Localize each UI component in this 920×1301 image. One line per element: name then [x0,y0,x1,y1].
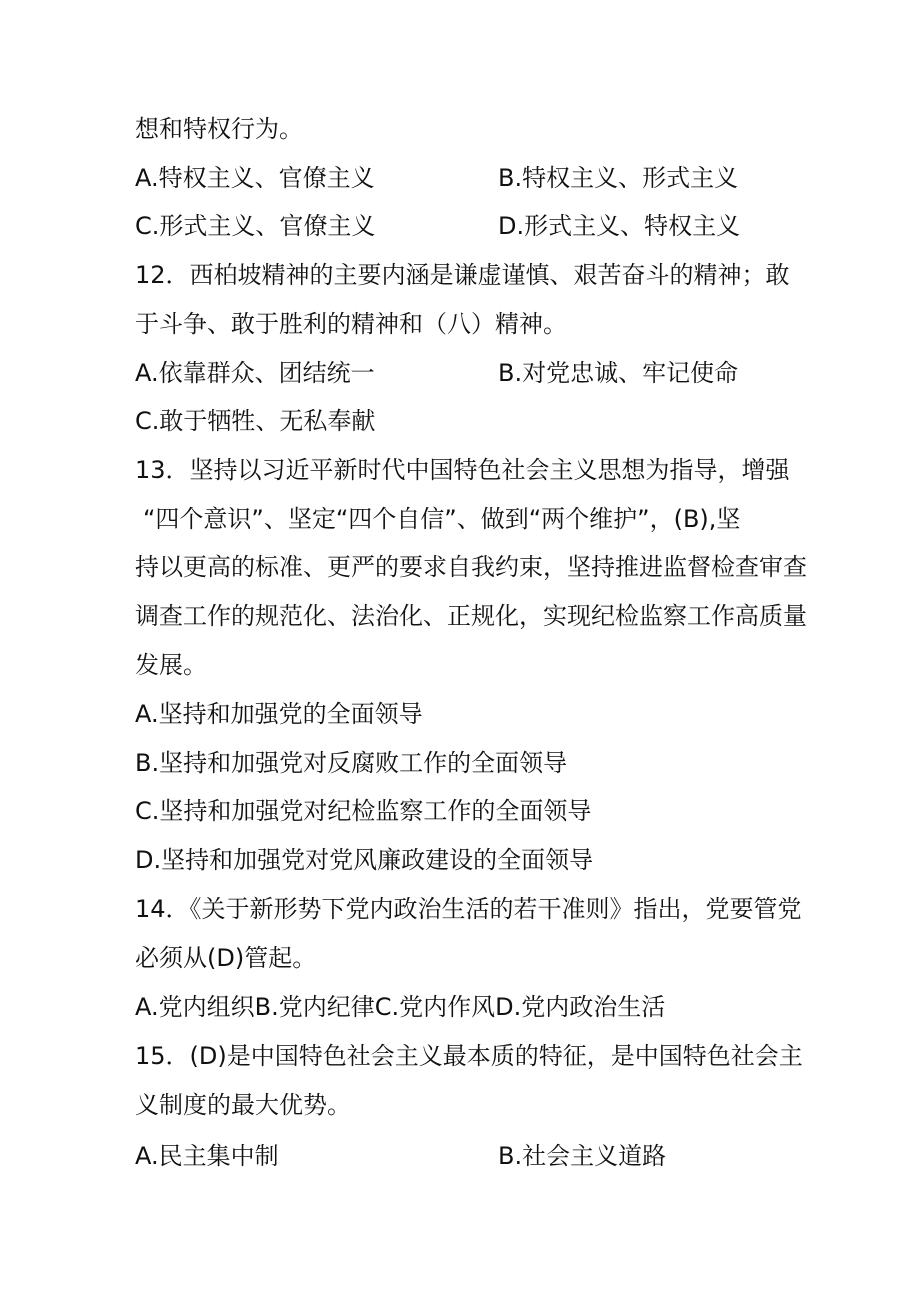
q12-option-b: B.对党忠诚、牢记使命 [498,359,739,387]
q15-option-a: A.民主集中制 [135,1142,279,1170]
q11-option-d: D.形式主义、特权主义 [498,212,741,240]
q13-line-4: 调查工作的规范化、法治化、正规化，实现纪检监察工作高质量 [135,602,807,630]
q13-line-3: 持以更高的标准、更严的要求自我约束，坚持推进监督检查审查 [135,553,807,581]
q11-option-a: A.特权主义、官僚主义 [135,164,375,192]
q13-option-c: C.坚持和加强党对纪检监察工作的全面领导 [135,797,592,825]
q12-option-c: C.敢于牺牲、无私奉献 [135,407,376,435]
q14-line-1: 14．《关于新形势下党内政治生活的若干准则》指出，党要管党 [135,895,802,923]
q15-line-1: 15．(D)是中国特色社会主义最本质的特征，是中国特色社会主 [135,1042,803,1070]
q13-line-1: 13．坚持以习近平新时代中国特色社会主义思想为指导，增强 [135,456,790,484]
q12-line-1: 12．西柏坡精神的主要内涵是谦虚谨慎、艰苦奋斗的精神；敢 [135,261,790,289]
q14-line-2: 必须从(D)管起。 [135,944,317,972]
q13-line-5: 发展。 [135,651,207,679]
q11-option-c: C.形式主义、官僚主义 [135,212,376,240]
q12-line-2: 于斗争、敢于胜利的精神和（八）精神。 [135,310,567,338]
q12-option-a: A.依靠群众、团结统一 [135,359,375,387]
q11-option-b: B.特权主义、形式主义 [498,164,739,192]
q11-tail: 想和特权行为。 [135,115,303,143]
q13-option-a: A.坚持和加强党的全面领导 [135,700,423,728]
q13-option-d: D.坚持和加强党对党风廉政建设的全面领导 [135,846,594,874]
q15-option-b: B.社会主义道路 [498,1142,667,1170]
q15-line-2: 义制度的最大优势。 [135,1091,351,1119]
q13-option-b: B.坚持和加强党对反腐败工作的全面领导 [135,749,568,777]
q13-line-2: “四个意识”、坚定“四个自信”、做到“两个维护”，(B),坚 [143,505,741,533]
q14-options: A.党内组织B.党内纪律C.党内作风D.党内政治生活 [135,993,666,1021]
